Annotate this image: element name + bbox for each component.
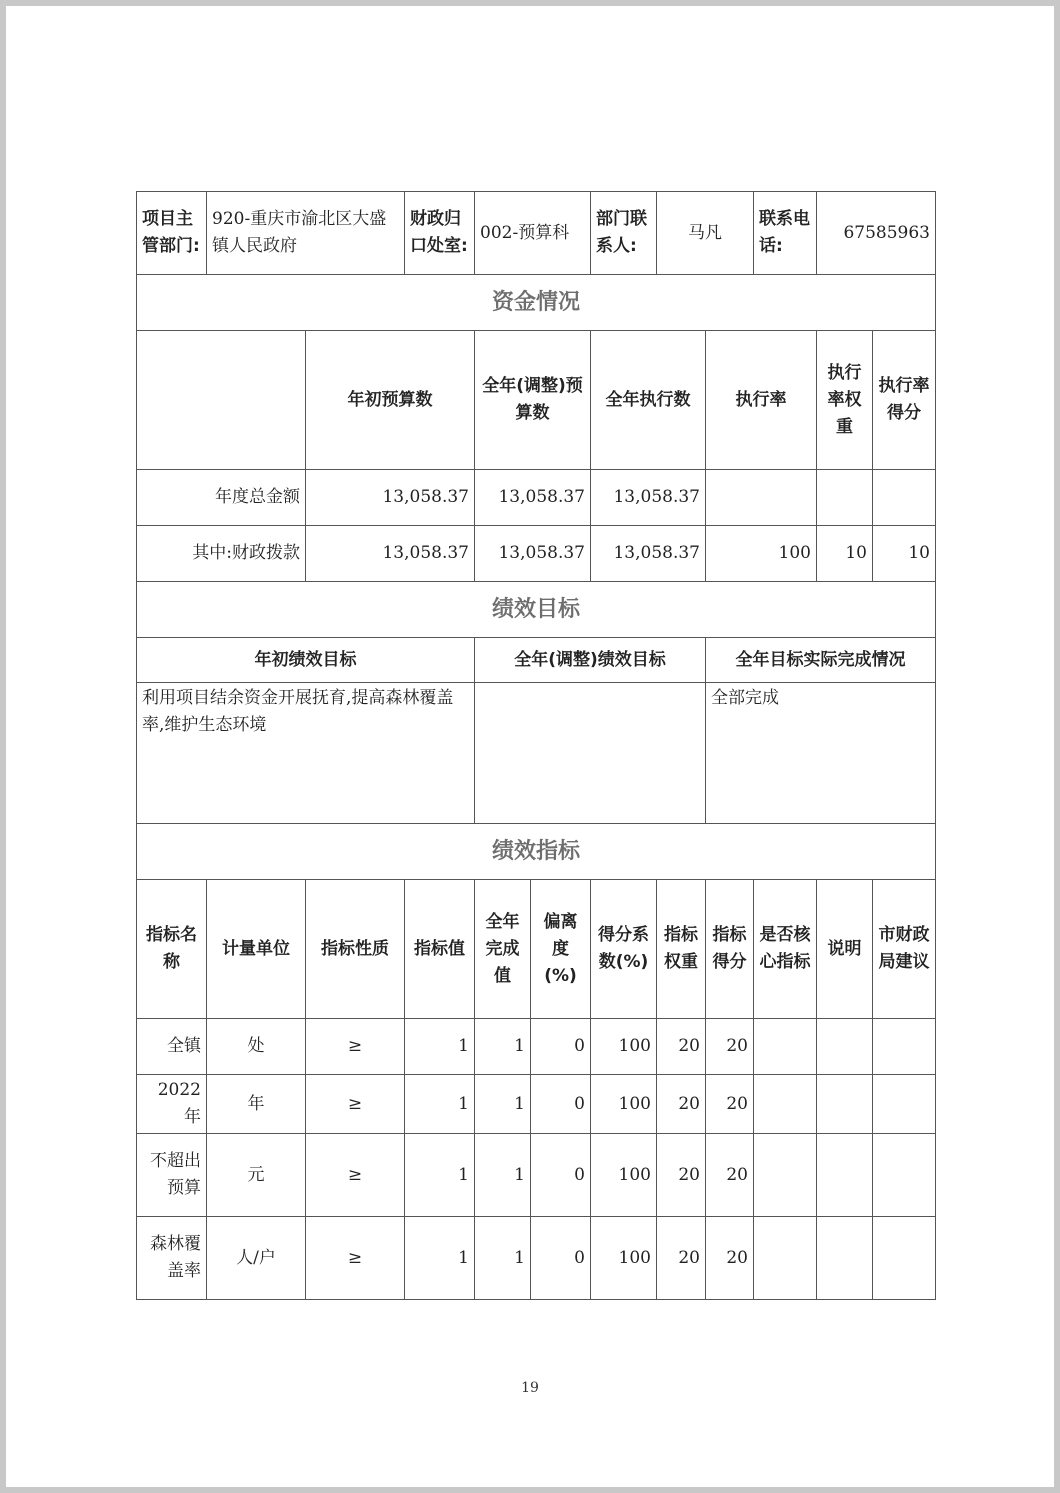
ind-header-value: 指标值 bbox=[405, 880, 475, 1019]
ind-header-done: 全年完成值 bbox=[475, 880, 531, 1019]
ind-name: 不超出预算 bbox=[137, 1134, 207, 1217]
ind-core bbox=[754, 1075, 817, 1134]
ind-header-core: 是否核心指标 bbox=[754, 880, 817, 1019]
indicators-section-title: 绩效指标 bbox=[137, 824, 936, 880]
page-number: 19 bbox=[521, 1380, 539, 1396]
ind-name: 森林覆盖率 bbox=[137, 1217, 207, 1300]
funds-row-adjusted: 13,058.37 bbox=[475, 470, 591, 526]
funds-row-rate bbox=[706, 470, 817, 526]
header-row bbox=[137, 192, 936, 275]
funds-row-label: 年度总金额 bbox=[137, 470, 306, 526]
funds-row-score bbox=[873, 470, 936, 526]
funds-header-adjusted: 全年(调整)预算数 bbox=[475, 331, 591, 470]
ind-nature: ≥ bbox=[306, 1134, 405, 1217]
funds-row-weight: 10 bbox=[817, 526, 873, 582]
indicators-header-row bbox=[137, 880, 936, 1019]
ind-header-nature: 指标性质 bbox=[306, 880, 405, 1019]
ind-header-score: 指标得分 bbox=[706, 880, 754, 1019]
funds-row-weight bbox=[817, 470, 873, 526]
ind-note bbox=[817, 1134, 873, 1217]
ind-header-advice: 市财政局建议 bbox=[873, 880, 936, 1019]
phone-value: 67585963 bbox=[817, 192, 936, 275]
goals-header-actual: 全年目标实际完成情况 bbox=[706, 638, 936, 683]
ind-advice bbox=[873, 1075, 936, 1134]
dept-label: 项目主管部门: bbox=[137, 192, 207, 275]
ind-advice bbox=[873, 1019, 936, 1075]
ind-weight: 20 bbox=[657, 1019, 706, 1075]
ind-deviation: 0 bbox=[531, 1019, 591, 1075]
ind-weight: 20 bbox=[657, 1134, 706, 1217]
contact-label: 部门联系人: bbox=[591, 192, 657, 275]
ind-unit: 处 bbox=[207, 1019, 306, 1075]
funds-row-initial: 13,058.37 bbox=[306, 526, 475, 582]
funds-header-executed: 全年执行数 bbox=[591, 331, 706, 470]
funds-row-score: 10 bbox=[873, 526, 936, 582]
dept-value: 920-重庆市渝北区大盛镇人民政府 bbox=[207, 192, 405, 275]
funds-header-rate: 执行率 bbox=[706, 331, 817, 470]
ind-done: 1 bbox=[475, 1075, 531, 1134]
ind-core bbox=[754, 1019, 817, 1075]
funds-header-score: 执行率得分 bbox=[873, 331, 936, 470]
ind-header-weight: 指标权重 bbox=[657, 880, 706, 1019]
ind-coef: 100 bbox=[591, 1019, 657, 1075]
performance-table bbox=[136, 191, 936, 1300]
funds-row bbox=[137, 526, 936, 582]
ind-value: 1 bbox=[405, 1075, 475, 1134]
ind-name: 2022年 bbox=[137, 1075, 207, 1134]
funds-row-initial: 13,058.37 bbox=[306, 470, 475, 526]
ind-nature: ≥ bbox=[306, 1075, 405, 1134]
goals-row bbox=[137, 683, 936, 824]
ind-nature: ≥ bbox=[306, 1217, 405, 1300]
indicator-row bbox=[137, 1217, 936, 1300]
funds-header-row bbox=[137, 331, 936, 470]
goals-actual-text: 全部完成 bbox=[706, 683, 936, 824]
ind-coef: 100 bbox=[591, 1075, 657, 1134]
funds-header-initial: 年初预算数 bbox=[306, 331, 475, 470]
office-value: 002-预算科 bbox=[475, 192, 591, 275]
goals-section-title: 绩效目标 bbox=[137, 582, 936, 638]
ind-header-note: 说明 bbox=[817, 880, 873, 1019]
ind-weight: 20 bbox=[657, 1075, 706, 1134]
phone-label: 联系电话: bbox=[754, 192, 817, 275]
ind-unit: 年 bbox=[207, 1075, 306, 1134]
document-page bbox=[6, 6, 1054, 1487]
ind-header-unit: 计量单位 bbox=[207, 880, 306, 1019]
ind-note bbox=[817, 1217, 873, 1300]
goals-header-adjusted: 全年(调整)绩效目标 bbox=[475, 638, 706, 683]
funds-section-title: 资金情况 bbox=[137, 275, 936, 331]
funds-row bbox=[137, 470, 936, 526]
ind-deviation: 0 bbox=[531, 1134, 591, 1217]
ind-done: 1 bbox=[475, 1217, 531, 1300]
indicator-row bbox=[137, 1075, 936, 1134]
funds-header-weight: 执行率权重 bbox=[817, 331, 873, 470]
ind-header-deviation: 偏离度(%) bbox=[531, 880, 591, 1019]
funds-row-executed: 13,058.37 bbox=[591, 470, 706, 526]
goals-initial-text: 利用项目结余资金开展抚育,提高森林覆盖率,维护生态环境 bbox=[137, 683, 475, 824]
ind-score: 20 bbox=[706, 1075, 754, 1134]
ind-name: 全镇 bbox=[137, 1019, 207, 1075]
office-label: 财政归口处室: bbox=[405, 192, 475, 275]
ind-header-name: 指标名称 bbox=[137, 880, 207, 1019]
ind-advice bbox=[873, 1217, 936, 1300]
funds-header-blank bbox=[137, 331, 306, 470]
ind-coef: 100 bbox=[591, 1217, 657, 1300]
funds-row-executed: 13,058.37 bbox=[591, 526, 706, 582]
goals-header-initial: 年初绩效目标 bbox=[137, 638, 475, 683]
ind-score: 20 bbox=[706, 1217, 754, 1300]
ind-deviation: 0 bbox=[531, 1217, 591, 1300]
ind-advice bbox=[873, 1134, 936, 1217]
ind-unit: 人/户 bbox=[207, 1217, 306, 1300]
goals-header-row bbox=[137, 638, 936, 683]
goals-adjusted-text bbox=[475, 683, 706, 824]
funds-row-rate: 100 bbox=[706, 526, 817, 582]
indicator-row bbox=[137, 1019, 936, 1075]
indicator-row bbox=[137, 1134, 936, 1217]
ind-value: 1 bbox=[405, 1217, 475, 1300]
ind-deviation: 0 bbox=[531, 1075, 591, 1134]
ind-unit: 元 bbox=[207, 1134, 306, 1217]
funds-row-label: 其中:财政拨款 bbox=[137, 526, 306, 582]
ind-core bbox=[754, 1217, 817, 1300]
ind-note bbox=[817, 1019, 873, 1075]
funds-row-adjusted: 13,058.37 bbox=[475, 526, 591, 582]
ind-value: 1 bbox=[405, 1019, 475, 1075]
ind-score: 20 bbox=[706, 1134, 754, 1217]
ind-nature: ≥ bbox=[306, 1019, 405, 1075]
ind-done: 1 bbox=[475, 1134, 531, 1217]
ind-core bbox=[754, 1134, 817, 1217]
ind-header-coef: 得分系数(%) bbox=[591, 880, 657, 1019]
ind-value: 1 bbox=[405, 1134, 475, 1217]
ind-note bbox=[817, 1075, 873, 1134]
contact-value: 马凡 bbox=[657, 192, 754, 275]
ind-score: 20 bbox=[706, 1019, 754, 1075]
ind-weight: 20 bbox=[657, 1217, 706, 1300]
ind-done: 1 bbox=[475, 1019, 531, 1075]
ind-coef: 100 bbox=[591, 1134, 657, 1217]
